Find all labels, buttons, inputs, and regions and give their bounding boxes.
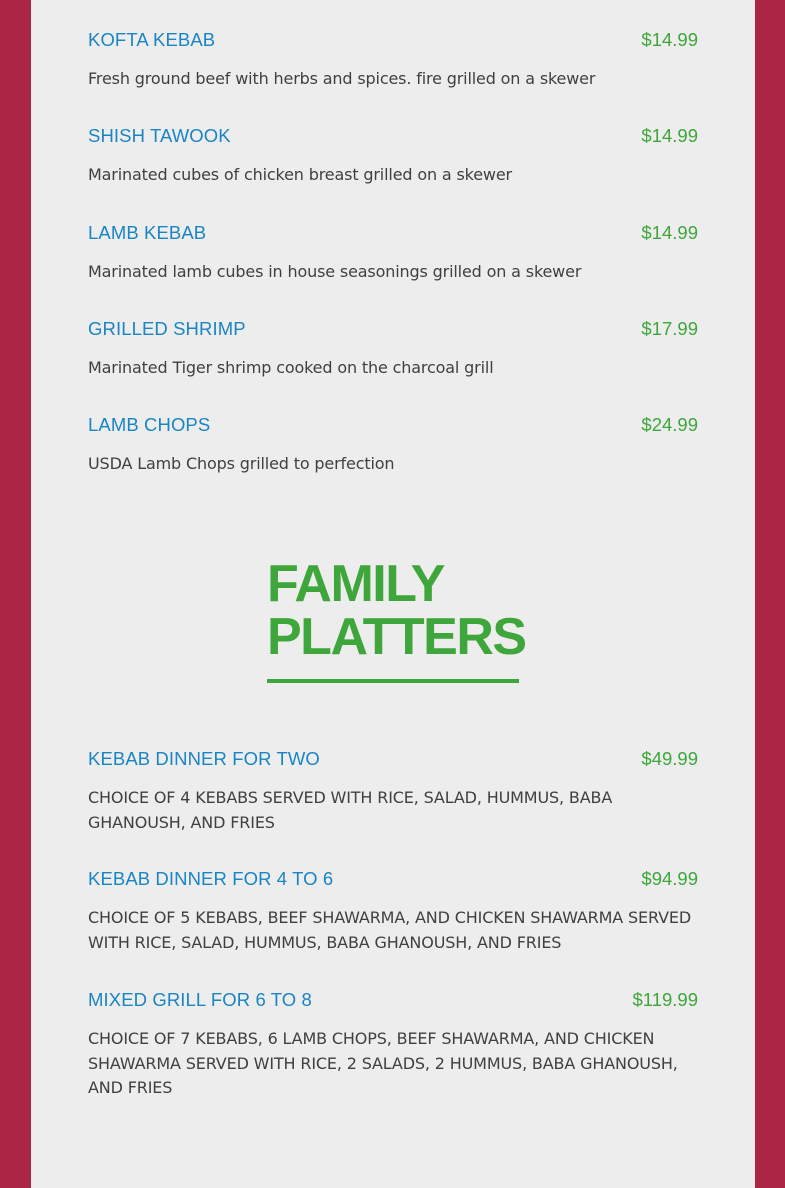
item-price: $17.99 bbox=[641, 318, 698, 339]
item-name: MIXED GRILL FOR 6 TO 8 bbox=[88, 989, 312, 1010]
menu-item-kebab-dinner-for-4-to-6 bbox=[88, 868, 698, 955]
item-description: CHOICE OF 7 KEBABS, 6 LAMB CHOPS, BEEF SHAWARMA, AND CHICKEN SHAWARMA SERVED WITH RICE, 2 SALADS, 2 HUMMUS, BABA GHANOUSH, AND FRIES bbox=[88, 1029, 678, 1097]
item-name: KEBAB DINNER FOR TWO bbox=[88, 748, 320, 769]
item-price: $14.99 bbox=[641, 125, 698, 146]
item-price: $49.99 bbox=[641, 748, 698, 769]
menu-panel bbox=[31, 0, 755, 1188]
next-section-title-cutoff bbox=[267, 1183, 521, 1188]
item-price: $14.99 bbox=[641, 29, 698, 50]
item-price: $14.99 bbox=[641, 222, 698, 243]
menu-item-shish-tawook bbox=[88, 125, 698, 188]
menu-item-lamb-chops bbox=[88, 414, 698, 477]
item-name: KEBAB DINNER FOR 4 TO 6 bbox=[88, 868, 334, 889]
item-name: SHISH TAWOOK bbox=[88, 125, 231, 146]
item-description: Marinated cubes of chicken breast grilled on a skewer bbox=[88, 165, 512, 184]
item-description: USDA Lamb Chops grilled to perfection bbox=[88, 454, 395, 473]
menu-item-lamb-kebab bbox=[88, 222, 698, 285]
item-name: LAMB KEBAB bbox=[88, 222, 207, 243]
item-description: Fresh ground beef with herbs and spices. fire grilled on a skewer bbox=[88, 69, 596, 88]
item-description: Marinated lamb cubes in house seasonings grilled on a skewer bbox=[88, 262, 582, 281]
item-description: Marinated Tiger shrimp cooked on the charcoal grill bbox=[88, 358, 494, 377]
section-title-family-platters: FAMILY PLATTERS bbox=[267, 555, 526, 666]
item-price: $119.99 bbox=[632, 989, 698, 1010]
item-name: GRILLED SHRIMP bbox=[88, 318, 246, 339]
menu-item-grilled-shrimp bbox=[88, 318, 698, 381]
section-title-underline bbox=[267, 679, 519, 683]
item-name: KOFTA KEBAB bbox=[88, 29, 216, 50]
menu-item-kebab-dinner-for-two bbox=[88, 748, 698, 835]
item-price: $94.99 bbox=[641, 868, 698, 889]
item-price: $24.99 bbox=[641, 414, 698, 435]
item-description: CHOICE OF 5 KEBABS, BEEF SHAWARMA, AND CHICKEN SHAWARMA SERVED WITH RICE, SALAD, HUMMUS, BABA GHANOUSH, AND FRIES bbox=[88, 908, 692, 952]
item-name: LAMB CHOPS bbox=[88, 414, 211, 435]
item-description: CHOICE OF 4 KEBABS SERVED WITH RICE, SALAD, HUMMUS, BABA GHANOUSH, AND FRIES bbox=[88, 788, 613, 832]
menu-item-kofta-kebab bbox=[88, 29, 698, 92]
menu-item-mixed-grill-for-6-to-8 bbox=[88, 989, 698, 1101]
